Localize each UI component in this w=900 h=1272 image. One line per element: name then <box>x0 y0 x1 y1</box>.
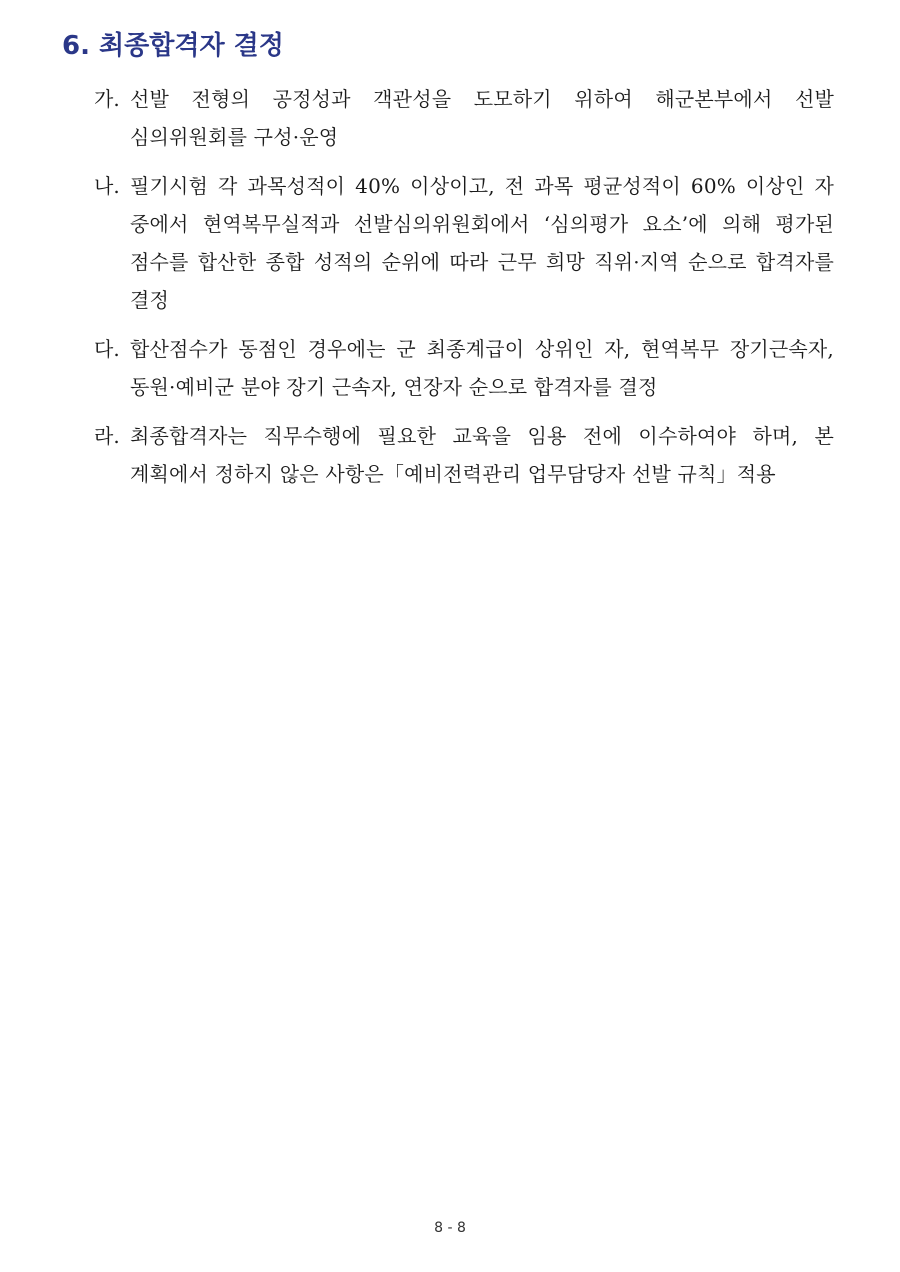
section-title: 6. 최종합격자 결정 <box>62 31 284 61</box>
item-marker: 가. <box>94 87 120 111</box>
item-text: 선발 전형의 공정성과 객관성을 도모하기 위하여 해군본부에서 선발 심의위원회를 구성·운영 <box>130 87 834 149</box>
criteria-list <box>94 80 834 504</box>
item-marker: 다. <box>94 337 120 361</box>
item-marker: 라. <box>94 424 120 448</box>
list-item-ra <box>94 417 834 493</box>
list-item-na <box>94 167 834 319</box>
page-number: 8 - 8 <box>434 1220 466 1236</box>
item-text: 최종합격자는 직무수행에 필요한 교육을 임용 전에 이수하여야 하며, 본 계획에서 정하지 않은 사항은「예비전력관리 업무담당자 선발 규칙」적용 <box>130 424 834 486</box>
list-item-ga <box>94 80 834 156</box>
item-text: 필기시험 각 과목성적이 40% 이상이고, 전 과목 평균성적이 60% 이상인 자 중에서 현역복무실적과 선발심의위원회에서 ‘심의평가 요소’에 의해 평가된 점수를 합산한 종합 성적의 순위에 따라 근무 희망 직위·지역 순으로 합격자를 결정 <box>130 174 834 312</box>
list-item-da <box>94 330 834 406</box>
item-marker: 나. <box>94 174 120 198</box>
item-text: 합산점수가 동점인 경우에는 군 최종계급이 상위인 자, 현역복무 장기근속자, 동원·예비군 분야 장기 근속자, 연장자 순으로 합격자를 결정 <box>130 337 834 399</box>
